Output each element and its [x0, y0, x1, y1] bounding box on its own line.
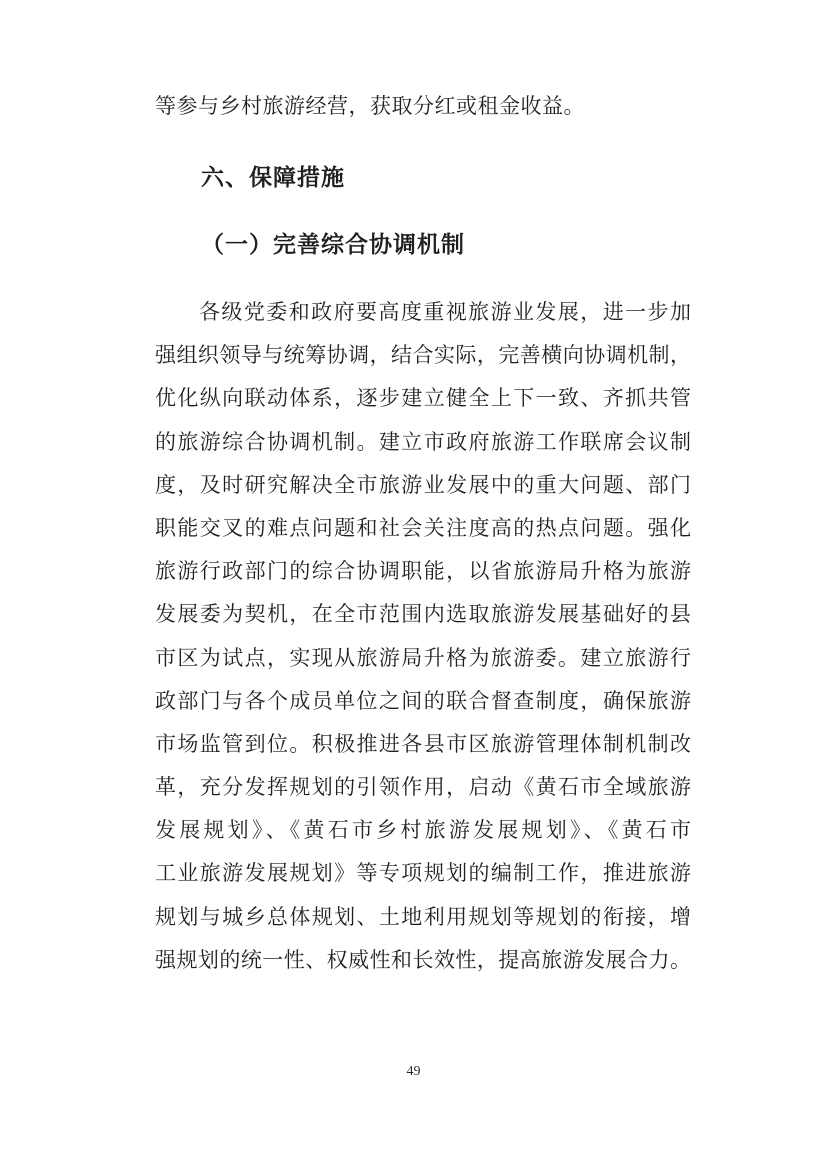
paragraph-line: 市场监管到位。积极推进各县市区旅游管理体制机制改	[155, 731, 691, 756]
paragraph-line: 旅游行政部门的综合协调职能，以省旅游局升格为旅游	[155, 559, 691, 584]
paragraph-line: 政部门与各个成员单位之间的联合督查制度，确保旅游	[155, 688, 691, 713]
paragraph-line: 强组织领导与统筹协调，结合实际，完善横向协调机制，	[155, 343, 691, 368]
subsection-heading: （一）完善综合协调机制	[201, 232, 465, 257]
paragraph-line: 市区为试点，实现从旅游局升格为旅游委。建立旅游行	[155, 645, 691, 670]
paragraph-line: 各级党委和政府要高度重视旅游业发展，进一步加	[199, 300, 691, 324]
paragraph-line: 度，及时研究解决全市旅游业发展中的重大问题、部门	[155, 472, 691, 497]
paragraph-line: 发展委为契机，在全市范围内选取旅游发展基础好的县	[155, 602, 691, 627]
paragraph-line: 革，充分发挥规划的引领作用，启动《黄石市全域旅游	[155, 775, 691, 800]
section-heading: 六、保障措施	[201, 164, 345, 190]
paragraph-line: 规划与城乡总体规划、土地利用规划等规划的衔接，增	[155, 904, 691, 929]
previous-paragraph-last-line: 等参与乡村旅游经营，获取分红或租金收益。	[155, 94, 585, 118]
paragraph-line: 职能交叉的难点问题和社会关注度高的热点问题。强化	[155, 515, 691, 540]
body-paragraph	[155, 291, 691, 982]
paragraph-line: 强规划的统一性、权威性和长效性，提高旅游发展合力。	[155, 947, 691, 972]
paragraph-line: 优化纵向联动体系，逐步建立健全上下一致、齐抓共管	[155, 386, 691, 411]
paragraph-line: 发展规划》、《黄石市乡村旅游发展规划》、《黄石市	[155, 818, 691, 843]
paragraph-line: 的旅游综合协调机制。建立市政府旅游工作联席会议制	[155, 429, 691, 454]
page-number: 49	[406, 1064, 421, 1079]
paragraph-line: 工业旅游发展规划》等专项规划的编制工作，推进旅游	[155, 861, 691, 886]
